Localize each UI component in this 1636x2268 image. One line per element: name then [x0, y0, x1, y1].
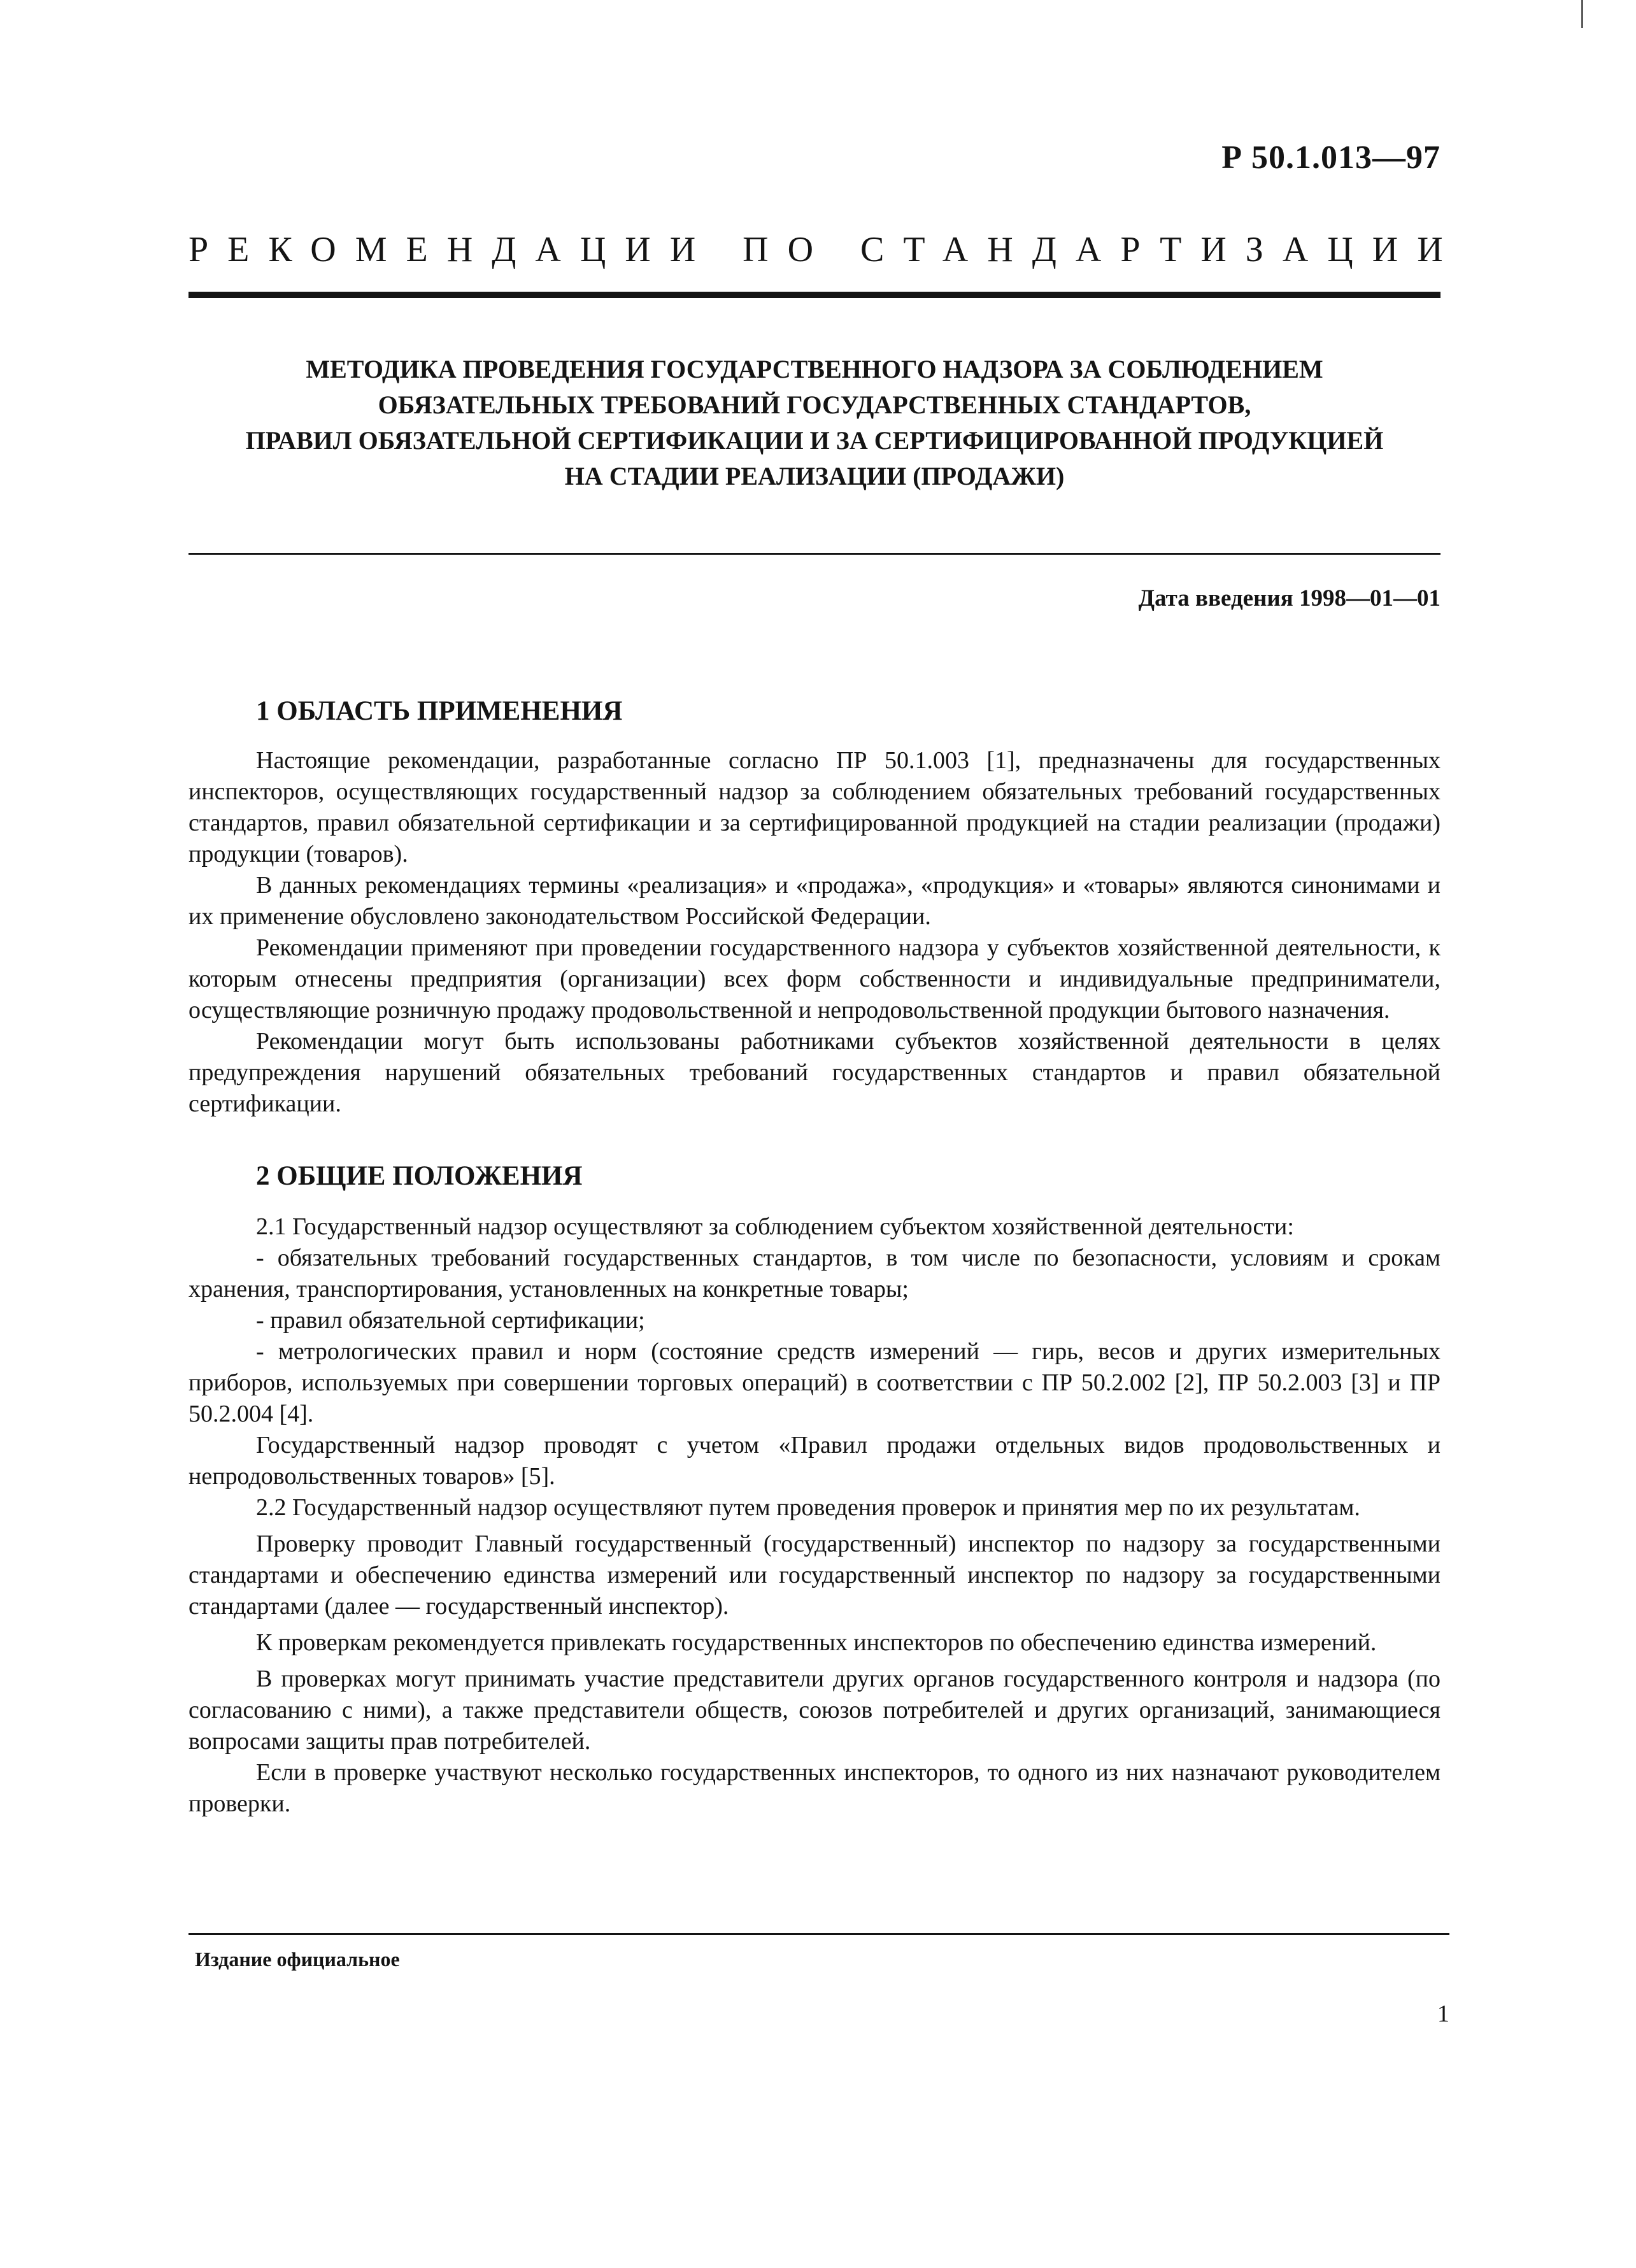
section-body-general [188, 1211, 1440, 1820]
title-line: НА СТАДИИ РЕАЛИЗАЦИИ (ПРОДАЖИ) [564, 462, 1065, 490]
document-code: Р 50.1.013—97 [1221, 139, 1440, 176]
introduction-date: Дата введения 1998—01—01 [1138, 585, 1440, 611]
list-item: - обязательных требований государственных стандартов, в том числе по безопасности, условиям и срокам хранения, транспортирования, установленных на конкретные товары; [188, 1245, 1440, 1302]
footer-rule [188, 1933, 1449, 1935]
series-title: РЕКОМЕНДАЦИИ ПО СТАНДАРТИЗАЦИИ [188, 230, 1462, 269]
title-line: МЕТОДИКА ПРОВЕДЕНИЯ ГОСУДАРСТВЕННОГО НАДЗОРА ЗА СОБЛЮДЕНИЕМ [306, 355, 1323, 383]
section-body-scope [188, 745, 1440, 1120]
title-line: ОБЯЗАТЕЛЬНЫХ ТРЕБОВАНИЙ ГОСУДАРСТВЕННЫХ СТАНДАРТОВ, [378, 390, 1251, 419]
paragraph: Государственный надзор проводят с учетом «Правил продажи отдельных видов продовольственных и непродовольственных товаров» [5]. [188, 1432, 1440, 1490]
section-heading-general: 2 ОБЩИЕ ПОЛОЖЕНИЯ [256, 1161, 583, 1191]
paragraph: Проверку проводит Главный государственный (государственный) инспектор по надзору за государственными стандартами и обеспечению единства измерений или государственный инспектор по надзору за государственными стандартами (далее — государственный инспектор). [188, 1530, 1440, 1620]
section-heading-scope: 1 ОБЛАСТЬ ПРИМЕНЕНИЯ [256, 696, 623, 726]
paragraph: 2.2 Государственный надзор осуществляют путем проведения проверок и принятия мер по их результатам. [256, 1494, 1360, 1521]
title-line: ПРАВИЛ ОБЯЗАТЕЛЬНОЙ СЕРТИФИКАЦИИ И ЗА СЕРТИФИЦИРОВАННОЙ ПРОДУКЦИЕЙ [245, 426, 1384, 455]
paragraph: В проверках могут принимать участие представители других органов государственного контроля и надзора (по согласованию с ними), а также представители обществ, союзов потребителей и других организаций, занимающиеся вопросами защиты прав потребителей. [188, 1665, 1440, 1755]
edition-note: Издание официальное [195, 1948, 400, 1971]
paragraph: Настоящие рекомендации, разработанные согласно ПР 50.1.003 [1], предназначены для государственных инспекторов, осуществляющих государственный надзор за соблюдением обязательных требований государственных стандартов, правил обязательной сертификации и за сертифицированной продукцией на стадии реализации (продажи) продукции (товаров). [188, 747, 1440, 867]
title-rule [188, 553, 1440, 555]
list-item: - метрологических правил и норм (состояние средств измерений — гирь, весов и других измерительных приборов, используемых при совершении торговых операций) в соответствии с ПР 50.2.002 [2], ПР 50.2.003 [3] и ПР 50.2.004 [4]. [188, 1338, 1440, 1427]
page-number: 1 [1437, 2001, 1449, 2027]
list-item: - правил обязательной сертификации; [256, 1307, 645, 1334]
paragraph: Если в проверке участвуют несколько государственных инспекторов, то одного из них назначают руководителем проверки. [188, 1759, 1440, 1817]
paragraph: 2.1 Государственный надзор осуществляют за соблюдением субъектом хозяйственной деятельности: [256, 1213, 1294, 1240]
paragraph: Рекомендации могут быть использованы работниками субъектов хозяйственной деятельности в целях предупреждения нарушений обязательных требований государственных стандартов и правил обязательной сертификации. [188, 1028, 1440, 1117]
document-title [188, 352, 1440, 494]
paragraph: Рекомендации применяют при проведении государственного надзора у субъектов хозяйственной деятельности, к которым отнесены предприятия (организации) всех форм собственности и индивидуальные предприниматели, осуществляющие розничную продажу продовольственной и непродовольственной продукции бытового назначения. [188, 934, 1440, 1023]
paragraph: К проверкам рекомендуется привлекать государственных инспекторов по обеспечению единства измерений. [256, 1629, 1377, 1656]
header-rule [188, 292, 1440, 298]
scan-edge-mark [1581, 0, 1583, 28]
paragraph: В данных рекомендациях термины «реализация» и «продажа», «продукция» и «товары» являются синонимами и их применение обусловлено законодательством Российской Федерации. [188, 872, 1440, 930]
